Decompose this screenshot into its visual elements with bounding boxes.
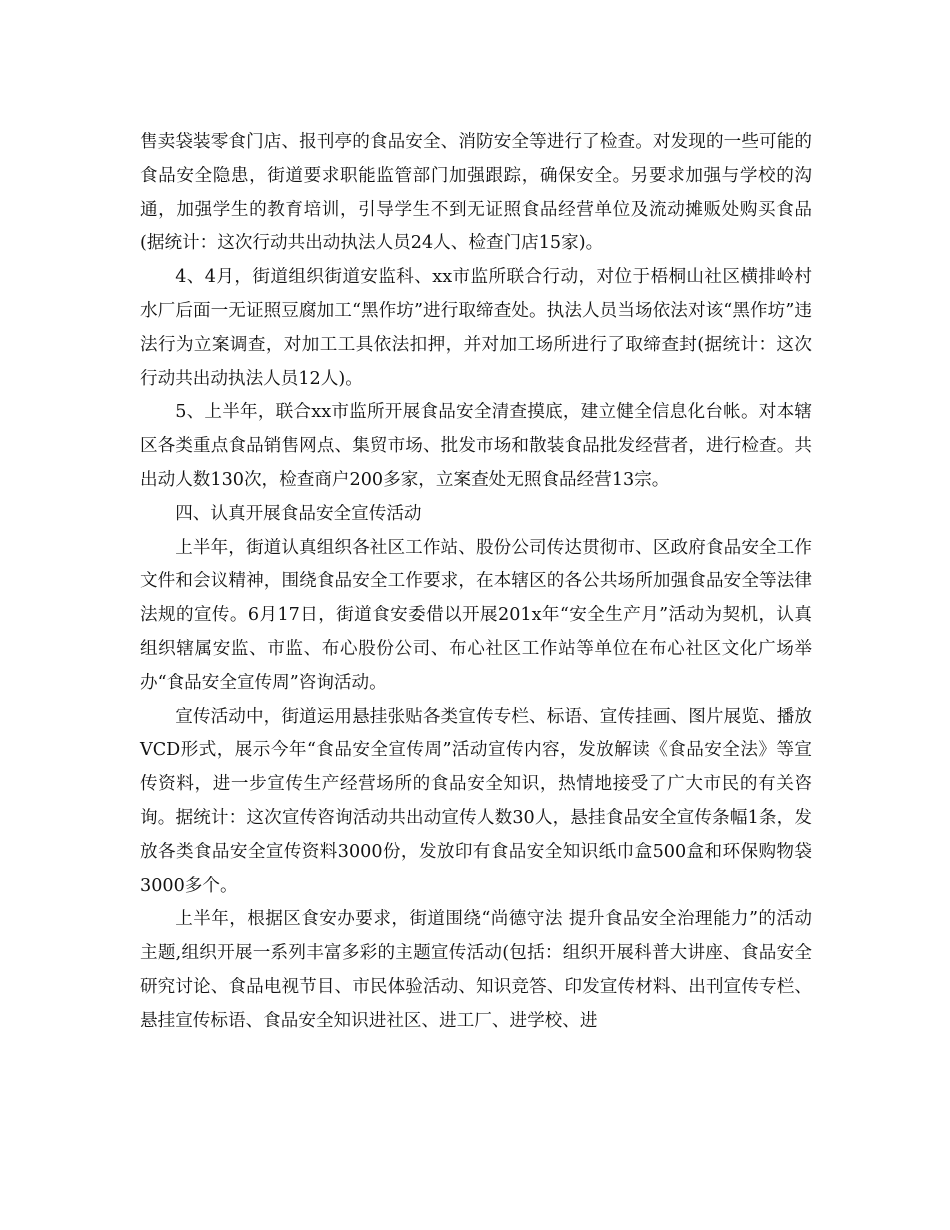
paragraph-publicity-2: 宣传活动中，街道运用悬挂张贴各类宣传专栏、标语、宣传挂画、图片展览、播放VCD形式，展示今年“食品安全宣传周”活动宣传内容，发放解读《食品安全法》等宣传资料，进一步宣传生产经营场所的食品安全知识，热情地接受了广大市民的有关咨询。据统计：这次宣传咨询活动共出动宣传人数30人，悬挂食品安全宣传条幅1条，发放各类食品安全宣传资料3000份，发放印有食品安全知识纸巾盒500盒和环保购物袋3000多个。	[140, 706, 812, 896]
document-body	[140, 126, 812, 1039]
paragraph-publicity-3: 上半年，根据区食安办要求，街道围绕“尚德守法 提升食品安全治理能力”的活动主题,组织开展一系列丰富多彩的主题宣传活动(包括：组织开展科普大讲座、食品安全研究讨论、食品电视节目、市民体验活动、知识竞答、印发宣传材料、出刊宣传专栏、悬挂宣传标语、食品安全知识进社区、进工厂、进学校、进	[140, 909, 812, 1031]
section-heading-4: 四、认真开展食品安全宣传活动	[175, 503, 422, 524]
paragraph-publicity-1: 上半年，街道认真组织各社区工作站、股份公司传达贯彻市、区政府食品安全工作文件和会议精神，围绕食品安全工作要求，在本辖区的各公共场所加强食品安全等法律法规的宣传。6月17日，街道食安委借以开展201x年“安全生产月”活动为契机，认真组织辖属安监、市监、布心股份公司、布心社区工作站等单位在布心社区文化广场举办“食品安全宣传周”咨询活动。	[140, 537, 812, 693]
paragraph-item-4: 4、4月，街道组织街道安监科、xx市监所联合行动，对位于梧桐山社区横排岭村水厂后面一无证照豆腐加工“黑作坊”进行取缔查处。执法人员当场依法对该“黑作坊”违法行为立案调查，对加工工具依法扣押，并对加工场所进行了取缔查封(据统计：这次行动共出动执法人员12人)。	[140, 267, 812, 389]
paragraph-item-5: 5、上半年，联合xx市监所开展食品安全清查摸底，建立健全信息化台帐。对本辖区各类重点食品销售网点、集贸市场、批发市场和散装食品批发经营者，进行检查。共出动人数130次，检查商户200多家，立案查处无照食品经营13宗。	[140, 402, 812, 490]
paragraph-continuation: 售卖袋装零食门店、报刊亭的食品安全、消防安全等进行了检查。对发现的一些可能的食品安全隐患，街道要求职能监管部门加强跟踪，确保安全。另要求加强与学校的沟通，加强学生的教育培训，引导学生不到无证照食品经营单位及流动摊贩处购买食品(据统计：这次行动共出动执法人员24人、检查门店15家)。	[140, 132, 812, 254]
